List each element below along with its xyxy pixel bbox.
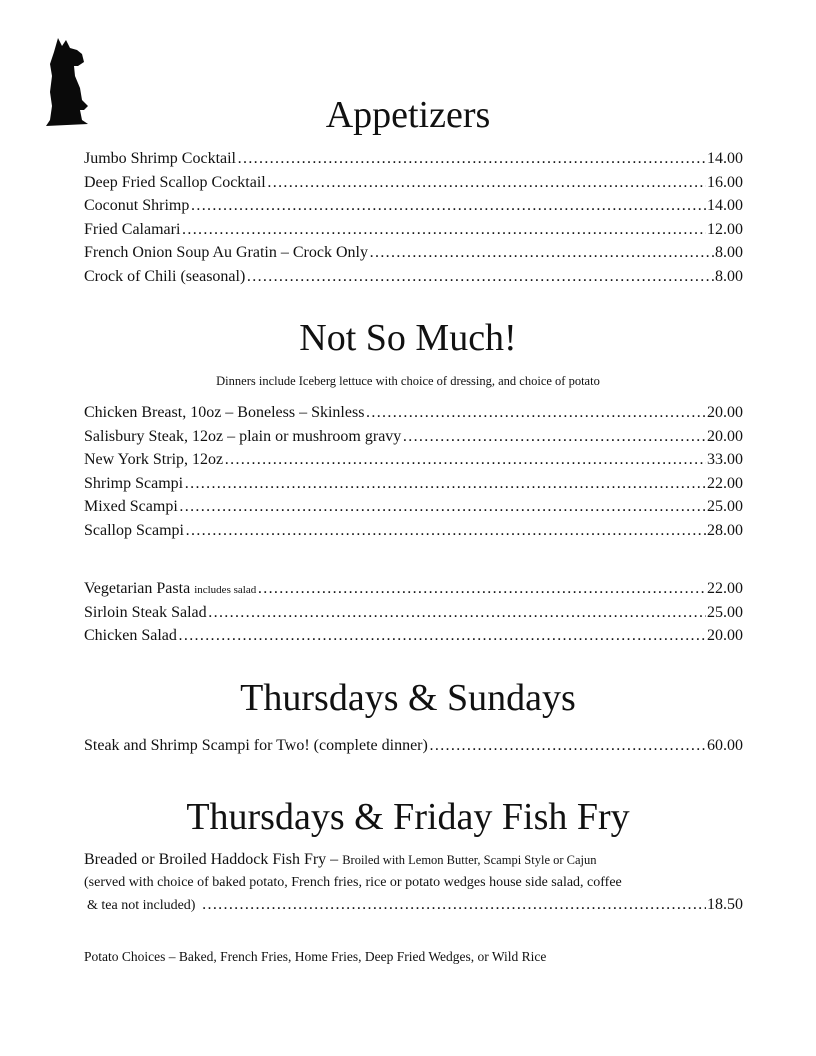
item-name: Crock of Chili (seasonal)	[84, 267, 246, 285]
not-so-much-heading: Not So Much!	[299, 317, 517, 359]
menu-item	[84, 577, 743, 601]
dot-leader	[208, 601, 706, 625]
fish-fry-heading: Thursdays & Friday Fish Fry	[186, 796, 630, 838]
dot-leader	[257, 577, 706, 601]
menu-item	[84, 401, 743, 425]
item-price: 22.00	[707, 580, 743, 597]
dot-leader	[429, 734, 706, 758]
item-price: 33.00	[707, 451, 743, 468]
menu-item	[84, 265, 743, 289]
item-price: 8.00	[715, 267, 743, 285]
menu-item	[84, 734, 743, 758]
item-suffix: includes salad	[194, 584, 257, 596]
menu-item	[84, 425, 743, 449]
specials-list	[84, 734, 743, 758]
dot-leader	[185, 519, 706, 543]
menu-item	[84, 519, 743, 543]
item-name: Chicken Salad	[84, 627, 177, 644]
dot-leader	[201, 894, 706, 917]
menu-item	[84, 601, 743, 625]
salads-list	[84, 577, 743, 648]
thursdays-sundays-heading: Thursdays & Sundays	[240, 677, 576, 719]
item-name: New York Strip, 12oz	[84, 451, 224, 468]
item-name: Steak and Shrimp Scampi for Two! (complete dinner)	[84, 737, 428, 754]
item-name: Jumbo Shrimp Cocktail	[84, 150, 236, 167]
dot-leader	[246, 265, 714, 289]
item-price: 8.00	[715, 244, 743, 261]
dot-leader	[224, 448, 706, 472]
item-price: 20.00	[707, 427, 743, 445]
menu-item	[84, 171, 743, 195]
appetizers-heading: Appetizers	[325, 94, 491, 136]
item-name: Fried Calamari	[84, 220, 181, 238]
item-name: Coconut Shrimp	[84, 197, 190, 214]
item-name: Salisbury Steak, 12oz – plain or mushroom gravy	[84, 427, 402, 445]
menu-item	[84, 472, 743, 496]
item-name: Scallop Scampi	[84, 521, 184, 539]
item-name: French Onion Soup Au Gratin – Crock Only	[84, 244, 368, 261]
item-name: Breaded or Broiled Haddock Fish Fry –	[84, 851, 343, 868]
item-price: 22.00	[707, 474, 743, 492]
item-name: Deep Fried Scallop Cocktail	[84, 173, 266, 191]
item-price: 60.00	[707, 737, 743, 754]
dot-leader	[267, 171, 706, 195]
dot-leader	[181, 218, 706, 242]
dot-leader	[402, 425, 706, 449]
menu-item	[84, 147, 743, 171]
item-description-end: & tea not included)	[87, 898, 196, 913]
item-styles: Broiled with Lemon Butter, Scampi Style or Cajun	[342, 853, 597, 867]
dot-leader	[184, 472, 706, 496]
dot-leader	[365, 401, 706, 425]
item-price: 12.00	[707, 220, 743, 238]
item-price: 25.00	[707, 603, 743, 621]
item-price: 20.00	[707, 404, 743, 421]
dot-leader	[369, 241, 714, 265]
menu-item	[84, 448, 743, 472]
item-name: Mixed Scampi	[84, 498, 178, 515]
dinners-list	[84, 401, 743, 542]
menu-item	[84, 624, 743, 648]
item-price: 14.00	[707, 197, 743, 214]
dot-leader	[179, 495, 706, 519]
appetizers-list	[84, 147, 743, 288]
dinner-note: Dinners include Iceberg lettuce with choice of dressing, and choice of potato	[216, 374, 600, 388]
menu-item	[84, 241, 743, 265]
item-name: Sirloin Steak Salad	[84, 603, 207, 621]
item-price: 25.00	[707, 498, 743, 515]
dot-leader	[190, 194, 706, 218]
item-price: 28.00	[707, 521, 743, 539]
item-price: 16.00	[707, 173, 743, 191]
item-name: Shrimp Scampi	[84, 474, 184, 492]
dot-leader	[178, 624, 706, 648]
potato-choices: Potato Choices – Baked, French Fries, Home Fries, Deep Fried Wedges, or Wild Rice	[84, 949, 547, 964]
menu-item	[84, 495, 743, 519]
menu-item	[84, 218, 743, 242]
dot-leader	[237, 147, 706, 171]
fish-fry-item	[84, 849, 743, 917]
item-description: (served with choice of baked potato, French fries, rice or potato wedges house side salad, coffee	[84, 874, 622, 890]
menu-item	[84, 194, 743, 218]
item-price: 18.50	[707, 896, 743, 913]
item-price: 14.00	[707, 150, 743, 167]
item-name: Chicken Breast, 10oz – Boneless – Skinless	[84, 404, 365, 421]
item-price: 20.00	[707, 627, 743, 644]
item-name: Vegetarian Pasta	[84, 580, 191, 597]
